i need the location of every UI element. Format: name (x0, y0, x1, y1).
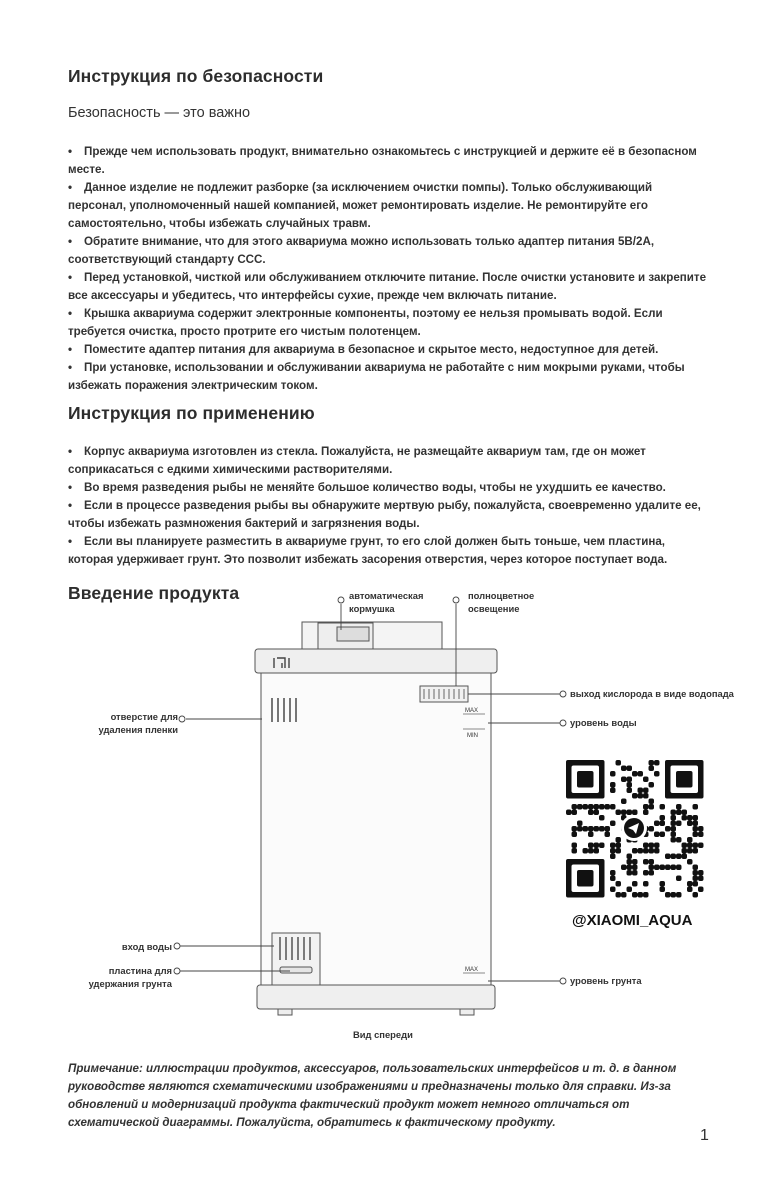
label-water-inlet: вход воды (121, 941, 172, 952)
list-item: • Корпус аквариума изготовлен из стекла. Пожалуйста, не размещайте аквариум там, где он может соприкасаться с едкими химическими растворителями. (68, 443, 708, 479)
label-front-view: Вид спереди (353, 1029, 413, 1040)
label-min: MIN (467, 733, 478, 739)
label-lighting: полноцветное освещение (468, 590, 535, 614)
label-ground-level: уровень грунта (570, 975, 642, 986)
usage-title: Инструкция по применению (68, 403, 315, 423)
disclaimer-note: Примечание: иллюстрации продуктов, аксессуаров, пользовательских интерфейсов и т. д. в данном руководстве являются схематическими изображениями и предназначены только для справки. Из-за обновлений и модернизаций продукта фактический продукт может немного отличаться от схематической диаграммы. Пожалуйста, обратитесь к фактическому продукту. (68, 1062, 677, 1129)
label-oxygen: выход кислорода в виде водопада (570, 688, 734, 699)
list-item: • При установке, использовании и обслуживании аквариума не работайте с ним мокрыми руками, чтобы избежать поражения электрическим током. (68, 359, 708, 395)
label-plate: пластина для удержания грунта (88, 965, 172, 989)
label-feeder: автоматическая кормушка (349, 590, 424, 614)
list-item: • Прежде чем использовать продукт, внимательно ознакомьтесь с инструкцией и держите её в безопасном месте. (68, 143, 708, 179)
product-title: Введение продукта (68, 583, 240, 603)
qr-handle: @XIAOMI_AQUA (572, 912, 693, 929)
page-number: 1 (700, 1127, 709, 1144)
list-item: • Во время разведения рыбы не меняйте большое количество воды, чтобы не ухудшить ее качество. (68, 479, 708, 497)
list-item: • Крышка аквариума содержит электронные компоненты, поэтому ее нельзя промывать водой. Если требуется очистка, просто протрите его чистым полотенцем. (68, 305, 708, 341)
list-item: • Если вы планируете разместить в аквариуме грунт, то его слой должен быть тоньше, чем пластина, которая удерживает грунт. Это позволит избежать засорения отверстия, через которое поступает вода. (68, 533, 708, 569)
list-item: • Данное изделие не подлежит разборке (за исключением очистки помпы). Только обслуживающий персонал, уполномоченный нашей компанией, может ремонтировать изделие. Не ремонтируйте его самостоятельно, чтобы избежать случайных травм. (68, 179, 708, 233)
list-item: • Перед установкой, чисткой или обслуживанием отключите питание. После очистки установите и закрепите все аксессуары и убедитесь, что интерфейсы сухие, прежде чем включать питание. (68, 269, 708, 305)
safety-title: Инструкция по безопасности (68, 66, 324, 86)
label-max: MAX (465, 708, 479, 714)
list-item: • Обратите внимание, что для этого аквариума можно использовать только адаптер питания 5В/2А, соответствующий стандарту ССС. (68, 233, 708, 269)
list-item: • Поместите адаптер питания для аквариума в безопасное и скрытое место, недоступное для детей. (68, 341, 708, 359)
safety-subtitle: Безопасность — это важно (68, 105, 251, 121)
label-film-hole: отверстие для удаления пленки (98, 711, 178, 735)
label-water-level: уровень воды (570, 717, 637, 728)
label-max-bottom: MAX (465, 967, 479, 973)
list-item: • Если в процессе разведения рыбы вы обнаружите мертвую рыбу, пожалуйста, своевременно удалите ее, чтобы избежать размножения бактерий и загрязнения воды. (68, 497, 708, 533)
